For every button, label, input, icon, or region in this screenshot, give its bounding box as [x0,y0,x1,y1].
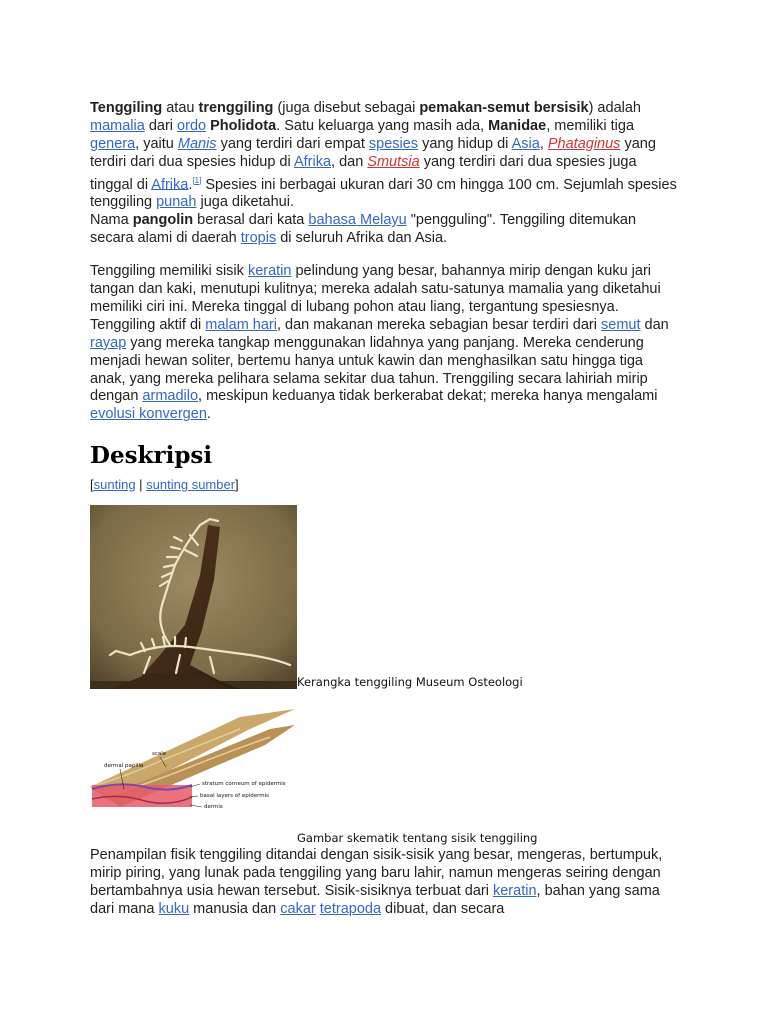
text: yang hidup di [418,135,512,152]
link-keratin[interactable]: keratin [492,883,537,900]
edit-source-link[interactable]: sunting sumber [146,477,236,493]
edit-link[interactable]: sunting [93,477,136,493]
skeleton-photo[interactable] [90,505,297,689]
scale-diagram-figure [90,709,680,846]
link-kuku[interactable]: kuku [158,900,190,917]
separator: | [135,477,147,493]
text: , bahan yang sama dari mana [90,883,660,917]
term-pangolin: pangolin [132,212,194,229]
section-heading: Deskripsi [90,442,213,470]
link-armadilo[interactable]: armadilo [142,388,199,405]
link-semut[interactable]: semut [601,316,641,333]
text: manusia dan [189,900,281,917]
figure-caption: Kerangka tenggiling Museum Osteologi [297,675,523,690]
name-paragraph [90,212,680,248]
link-mamalia[interactable]: mamalia [90,117,145,134]
link-malam-hari[interactable]: malam hari [205,316,277,333]
label-basal-layers: basal layers of epidermis [200,793,270,800]
scale-diagram[interactable] [90,709,300,819]
term-manidae: Manidae [488,117,547,134]
link-spesies[interactable]: spesies [368,135,419,152]
term-pholidota: Pholidota [210,117,277,134]
text: , [539,135,548,152]
link-afrika[interactable]: Afrika [293,153,332,170]
figure-caption: Gambar skematik tentang sisik tenggiling [297,831,538,846]
term-pemakan-semut: pemakan-semut bersisik [419,100,589,116]
label-stratum-corneum: stratum corneum of epidermis [202,781,286,788]
appearance-paragraph [90,847,680,919]
link-tetrapoda[interactable]: tetrapoda [319,900,382,917]
bracket: ] [235,477,239,493]
label-dermis: dermis [204,804,223,811]
text: , yaitu [135,135,178,152]
text: berasal dari kata [193,212,309,229]
term-tenggiling: Tenggiling [90,100,163,116]
traits-paragraph [90,263,680,424]
link-keratin[interactable]: keratin [247,263,292,280]
text: yang mereka tangkap menggunakan lidahnya yang panjang. Mereka cenderung menjadi hewan soliter, bertemu hanya untuk kawin dan menghasilkan satu hingga tiga anak, yang mereka pelihara selama sekitar dua tahun. Trenggiling secara lahiriah mirip dengan [90,334,648,405]
link-smutsia[interactable]: Smutsia [367,153,420,170]
link-evolusi-konvergen[interactable]: evolusi konvergen [90,406,207,423]
edit-links [90,476,680,494]
text: . [188,176,193,193]
link-bahasa-melayu[interactable]: bahasa Melayu [308,212,407,229]
bracket: [ [90,477,94,493]
text: yang terdiri dari dua spesies juga tinggal di [90,153,637,193]
text: ) adalah [588,100,641,116]
reference-link[interactable]: [1] [192,175,202,185]
text: Penampilan fisik tenggiling ditandai dengan sisik-sisik yang besar, mengeras, bertumpuk, mirip piring, yang lunak pada tenggiling yang baru lahir, namun mengeras seiring dengan bertambahnya usia hewan tersebut. Sisik-sisiknya terbuat dari [90,847,663,900]
text: juga diketahui. [196,194,294,211]
link-phataginus[interactable]: Phataginus [547,135,621,152]
link-manis[interactable]: Manis [177,135,217,152]
text: di seluruh Afrika dan Asia. [276,230,448,247]
link-asia[interactable]: Asia [511,135,540,152]
text: yang terdiri dari dua spesies hidup di [90,135,656,170]
text: "pengguling". Tenggiling ditemukan secara alami di daerah [90,212,637,247]
text: pelindung yang besar, bahannya mirip dengan kuku jari tangan dan kaki, menutupi kulitnya; mereka adalah satu-satunya mamalia yang diketahui memiliki ciri ini. Mereka tinggal di lubang pohon atau liang, tergantung spesiesnya. Tenggiling aktif di [90,263,661,333]
link-tropis[interactable]: tropis [240,230,277,247]
text: . [206,406,211,423]
text: , dan [331,153,368,170]
label-dermal-papilla: dermal papilla [104,763,144,770]
skeleton-figure [90,505,680,689]
link-ordo[interactable]: ordo [177,117,207,134]
term-trenggiling: trenggiling [198,100,274,116]
link-rayap[interactable]: rayap [90,334,127,351]
article-body [90,100,680,919]
link-genera[interactable]: genera [90,135,136,152]
label-scale: scale [152,751,167,758]
text: (juga disebut sebagai [273,100,420,116]
text: dan [640,316,669,333]
text: Tenggiling memiliki sisik [90,263,248,280]
link-afrika[interactable]: Afrika [151,176,189,193]
text: , dan makanan mereka sebagian besar terdiri dari [276,316,601,333]
link-cakar[interactable]: cakar [280,900,316,917]
text: atau [162,100,199,116]
text: Spesies ini berbagai ukuran dari 30 cm hingga 100 cm. Sejumlah spesies tenggiling [90,176,677,211]
text: Nama [90,212,133,229]
intro-paragraph [90,100,680,212]
text: , memiliki tiga [546,117,635,134]
text: dari [144,117,178,134]
text: dibuat, dan secara [381,900,505,917]
text: yang terdiri dari empat [216,135,369,152]
link-punah[interactable]: punah [156,194,197,211]
text: . Satu keluarga yang masih ada, [276,117,489,134]
text: , meskipun keduanya tidak berkerabat dekat; mereka hanya mengalami [198,388,658,405]
